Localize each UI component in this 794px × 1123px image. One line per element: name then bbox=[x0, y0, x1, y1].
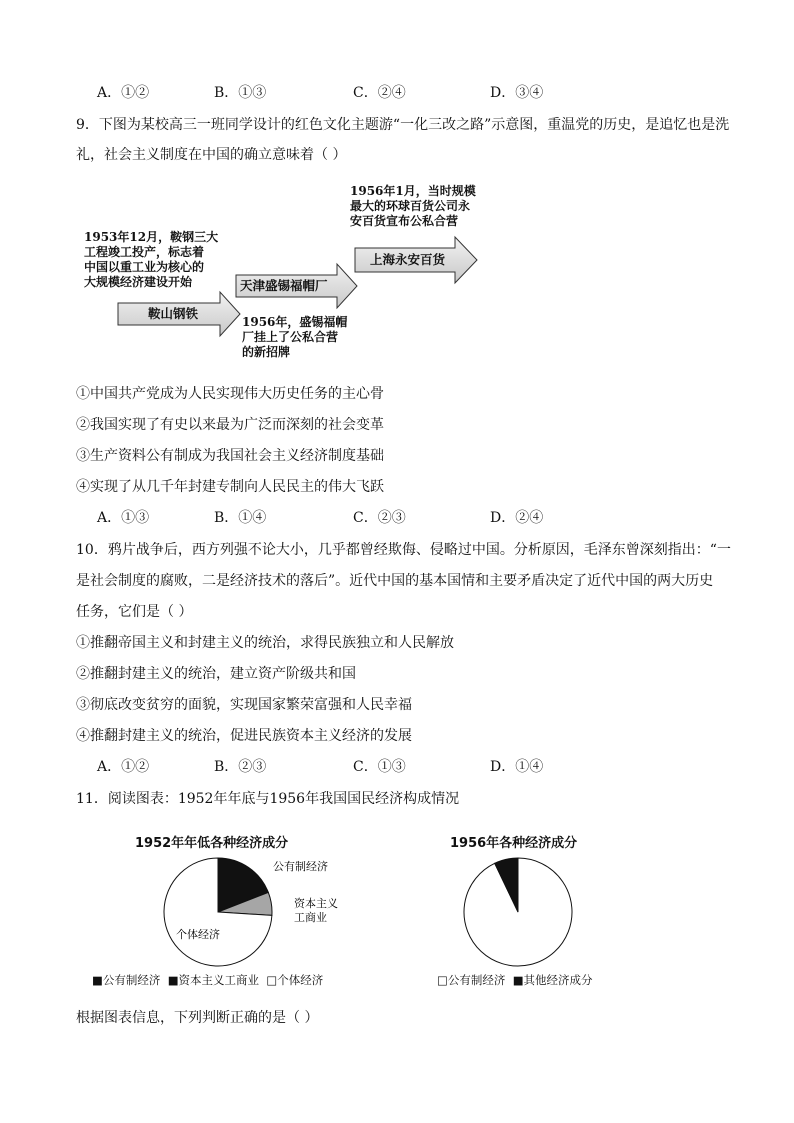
chart-1956-title: 1956年各种经济成分 bbox=[450, 836, 578, 851]
q10-stem-line1: 10．鸦片战争后，西方列强不论大小，几乎都曾经欺侮、侵略过中国。分析原因，毛泽东曾深刻指出：“一 bbox=[76, 542, 731, 558]
chart-1952-legend bbox=[92, 972, 323, 988]
q10-option-a[interactable]: A．①② bbox=[97, 759, 150, 775]
note-1956-hat: 1956年，盛锡福帽 厂挂上了公私合营 的新招牌 bbox=[242, 315, 348, 359]
q8-option-a[interactable]: A．①② bbox=[97, 85, 150, 101]
legend-1952-item-2: ■资本主义工商业 bbox=[167, 973, 260, 987]
q9-statement-1: ①中国共产党成为人民实现伟大历史任务的主心骨 bbox=[76, 386, 384, 402]
q8-options bbox=[97, 83, 697, 103]
q10-option-d[interactable]: D．①④ bbox=[490, 759, 544, 775]
arrow-3-label: 上海永安百货 bbox=[370, 252, 446, 267]
legend-1952-item-1: ■公有制经济 bbox=[92, 973, 161, 987]
pie-slice-label-2: 工商业 bbox=[294, 911, 327, 924]
q8-option-d[interactable]: D．③④ bbox=[490, 85, 544, 101]
chart-1952 bbox=[90, 852, 350, 992]
q9-option-d[interactable]: D．②④ bbox=[490, 510, 544, 526]
q8-option-b[interactable]: B．①③ bbox=[214, 85, 267, 101]
arrow-2-label: 天津盛锡福帽厂 bbox=[240, 278, 328, 293]
q9-statement-2: ②我国实现了有史以来最为广泛而深刻的社会变革 bbox=[76, 417, 384, 433]
q11-stem: 11．阅读图表：1952年年底与1956年我国国民经济构成情况 bbox=[76, 791, 460, 807]
q10-option-c[interactable]: C．①③ bbox=[353, 759, 406, 775]
chart-1956 bbox=[418, 852, 618, 992]
q9-options bbox=[97, 508, 697, 528]
q10-statement-2: ②推翻封建主义的统治，建立资产阶级共和国 bbox=[76, 666, 356, 682]
q10-statement-1: ①推翻帝国主义和封建主义的统治，求得民族独立和人民解放 bbox=[76, 635, 454, 651]
q10-options bbox=[97, 757, 697, 777]
pie-slice-label-2: 资本主义 bbox=[294, 897, 338, 910]
q9-option-b[interactable]: B．①④ bbox=[214, 510, 267, 526]
q10-option-b[interactable]: B．②③ bbox=[214, 759, 267, 775]
q9-statement-4: ④实现了从几千年封建专制向人民民主的伟大飞跃 bbox=[76, 479, 384, 495]
q10-statement-4: ④推翻封建主义的统治，促进民族资本主义经济的发展 bbox=[76, 728, 412, 744]
note-1953: 1953年12月，鞍钢三大 工程竣工投产，标志着 中国以重工业为核心的 大规模经济建设开始 bbox=[84, 230, 219, 289]
q11-after: 根据图表信息，下列判断正确的是（ ） bbox=[76, 1010, 319, 1026]
chart-1956-legend bbox=[437, 972, 593, 988]
q9-statement-3: ③生产资料公有制成为我国社会主义经济制度基础 bbox=[76, 448, 384, 464]
q8-option-c[interactable]: C．②④ bbox=[353, 85, 406, 101]
note-1956-wingon: 1956年1月，当时规模 最大的环球百货公司永 安百货宣布公私合营 bbox=[350, 184, 476, 228]
q9-stem-line1: 9．下图为某校高三一班同学设计的红色文化主题游“一化三改之路”示意图，重温党的历史，是追忆也是洗 bbox=[76, 117, 730, 133]
arrow-1-label: 鞍山钢铁 bbox=[148, 306, 199, 321]
legend-1952-item-3: □个体经济 bbox=[266, 973, 324, 987]
q9-stem-line2: 礼，社会主义制度在中国的确立意味着（ ） bbox=[76, 147, 347, 163]
q10-stem-line2: 是社会制度的腐败，二是经济技术的落后”。近代中国的基本国情和主要矛盾决定了近代中国的两大历史 bbox=[76, 573, 714, 589]
pie-slice-label-1: 公有制经济 bbox=[273, 860, 328, 873]
chart-1952-title: 1952年年低各种经济成分 bbox=[135, 836, 289, 851]
legend-1956-item-2: ■其他经济成分 bbox=[512, 973, 593, 987]
q9-option-a[interactable]: A．①③ bbox=[97, 510, 150, 526]
q10-statement-3: ③彻底改变贫穷的面貌，实现国家繁荣富强和人民幸福 bbox=[76, 697, 412, 713]
q10-stem-line3: 任务，它们是（ ） bbox=[76, 604, 193, 620]
q9-diagram bbox=[80, 180, 500, 365]
legend-1956-item-1: □公有制经济 bbox=[437, 973, 506, 987]
q9-option-c[interactable]: C．②③ bbox=[353, 510, 406, 526]
pie-slice-label-3: 个体经济 bbox=[176, 928, 220, 941]
